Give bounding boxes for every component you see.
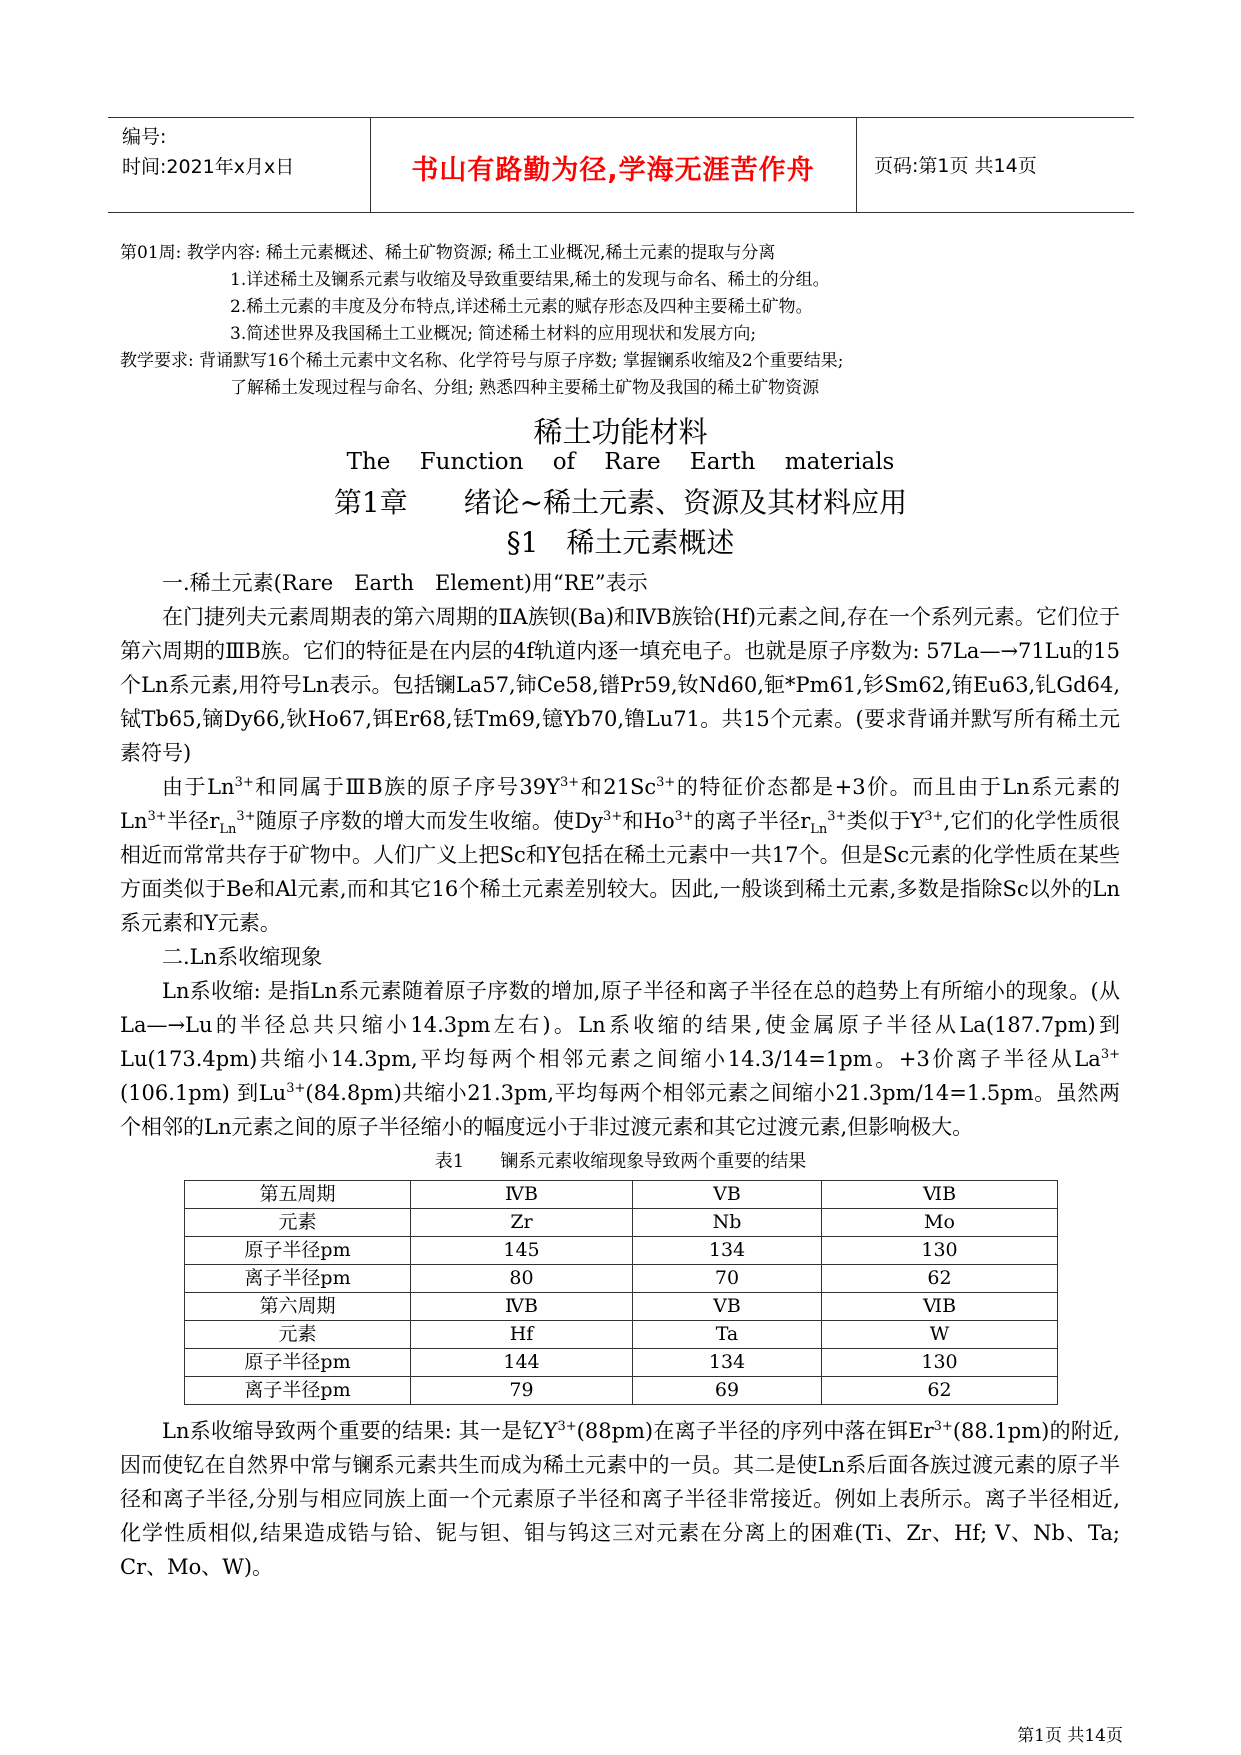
motto: 书山有路勤为径,学海无涯苦作舟 — [411, 155, 815, 186]
paragraph: Ln系收缩: 是指Ln系元素随着原子序数的增加,原子半径和离子半径在总的趋势上有所缩小的现象。(从La—→Lu的半径总共只缩小14.3pm左右)。Ln系收缩的结果,使金属原子半径从La(187.7pm)到Lu(173.4pm)共缩小14.3pm,平均每两个相邻元素之间缩小14.3/14=1pm。+3价离子半径从$La^{3+}(106.1pm)$ 到$Lu^{3+}(84.8pm)$共缩小21.3pm,平均每两个相邻元素之间缩小21.3pm/14=1.5pm。虽然两个相邻的Ln元素之间的原子半径缩小的幅度远小于非过渡元素和其它过渡元素,但影响极大。 — [120, 979, 1120, 1139]
teaching-item: 1.详述稀土及镧系元素与收缩及导致重要结果,稀土的发现与命名、稀土的分组。 — [230, 270, 830, 290]
table-cell: 144 — [411, 1349, 633, 1377]
table-cell: Mo — [822, 1209, 1058, 1237]
row-header-cell: 第五周期 — [185, 1181, 411, 1209]
section-heading: 二.Ln系收缩现象 — [162, 945, 323, 969]
time-label: 时间:2021年x月x日 — [122, 156, 295, 178]
table-cell: ⅣB — [411, 1293, 633, 1321]
row-header-cell: 原子半径pm — [185, 1237, 411, 1265]
teaching-requirement: 教学要求: 背诵默写16个稀土元素中文名称、化学符号与原子序数; 掌握镧系收缩及2个重要结果; — [120, 351, 844, 371]
section-heading: 一.稀土元素(Rare Earth Element)用“RE”表示 — [162, 571, 648, 595]
table-cell: W — [822, 1321, 1058, 1349]
teaching-content: 第01周: 教学内容: 稀土元素概述、稀土矿物资源; 稀土工业概况,稀土元素的提取与分离 — [120, 243, 776, 263]
header-left-cell — [122, 122, 294, 182]
paragraph: Ln系收缩导致两个重要的结果: 其一是钇$Y^{3+}(88pm)$在离子半径的序列中落在铒$Er^{3+}(88.1pm)$的附近,因而使钇在自然界中常与镧系元素共生而成为稀土元素中的一员。其二是使Ln系后面各族过渡元素的原子半径和离子半径,分别与相应同族上面一个元素原子半径和离子半径非常接近。例如上表所示。离子半径相近,化学性质相似,结果造成锆与铪、铌与钽、钼与钨这三对元素在分离上的困难(Ti、Zr、Hf; V、Nb、Ta; Cr、Mo、W)。 — [120, 1419, 1120, 1579]
row-header-cell: 元素 — [185, 1209, 411, 1237]
table-row — [185, 1321, 1058, 1349]
table-cell: 70 — [633, 1265, 822, 1293]
teaching-item: 2.稀土元素的丰度及分布特点,详述稀土元素的赋存形态及四种主要稀土矿物。 — [230, 297, 813, 317]
table-cell: 62 — [822, 1377, 1058, 1405]
table-cell: 134 — [633, 1237, 822, 1265]
row-header-cell: 离子半径pm — [185, 1377, 411, 1405]
table-cell: ⅥB — [822, 1181, 1058, 1209]
table-caption: 表1 镧系元素收缩现象导致两个重要的结果 — [434, 1151, 807, 1172]
document-header — [108, 117, 1134, 213]
document-title: 稀土功能材料 — [533, 415, 708, 449]
number-label: 编号: — [122, 126, 167, 148]
table-cell: Ta — [633, 1321, 822, 1349]
table-cell: 130 — [822, 1237, 1058, 1265]
body-text — [120, 1414, 1120, 1584]
table-row — [185, 1181, 1058, 1209]
table-cell: 79 — [411, 1377, 633, 1405]
table-row — [185, 1377, 1058, 1405]
table-cell: 80 — [411, 1265, 633, 1293]
contraction-table — [184, 1180, 1058, 1405]
table-cell: Hf — [411, 1321, 633, 1349]
table-cell: ⅥB — [822, 1293, 1058, 1321]
table-row — [185, 1265, 1058, 1293]
table-cell: ⅤB — [633, 1181, 822, 1209]
header-divider — [370, 118, 371, 212]
table-row — [185, 1209, 1058, 1237]
row-header-cell: 离子半径pm — [185, 1265, 411, 1293]
table-cell: 130 — [822, 1349, 1058, 1377]
header-divider — [856, 118, 857, 212]
paragraph: 由于$Ln^{3+}$和同属于ⅢB族的原子序号$39Y^{3+}$和$21Sc^{3+}$的特征价态都是+3价。而且由于Ln系元素的$Ln^{3+}$半径$r_{Ln}^{3+}$随原子序数的增大而发生收缩。使$Dy^{3+}$和$Ho^{3+}$的离子半径$r_{Ln}^{3+}$类似于$Y^{3+}$,它们的化学性质很相近而常常共存于矿物中。人们广义上把Sc和Y包括在稀土元素中一共17个。但是Sc元素的化学性质在某些方面类似于Be和Al元素,而和其它16个稀土元素差别较大。因此,一般谈到稀土元素,多数是指除Sc以外的Ln系元素和Y元素。 — [120, 775, 1120, 935]
row-header-cell: 元素 — [185, 1321, 411, 1349]
table-cell: ⅣB — [411, 1181, 633, 1209]
table-row — [185, 1349, 1058, 1377]
body-text — [120, 566, 1120, 1144]
table-cell: 134 — [633, 1349, 822, 1377]
table-cell: 145 — [411, 1237, 633, 1265]
table-row — [185, 1237, 1058, 1265]
table-cell: 62 — [822, 1265, 1058, 1293]
table-cell: ⅤB — [633, 1293, 822, 1321]
page-footer: 第1页 共14页 — [1017, 1726, 1123, 1746]
table-cell: Zr — [411, 1209, 633, 1237]
row-header-cell: 原子半径pm — [185, 1349, 411, 1377]
row-header-cell: 第六周期 — [185, 1293, 411, 1321]
paragraph: 在门捷列夫元素周期表的第六周期的ⅡA族钡(Ba)和ⅣB族铪(Hf)元素之间,存在一个系列元素。它们位于第六周期的ⅢB族。它们的特征是在内层的4f轨道内逐一填充电子。也就是原子序数为: 57La—→71Lu的15个Ln系元素,用符号Ln表示。包括镧La57,铈Ce58,镨Pr59,钕Nd60,钷*Pm61,钐Sm62,铕Eu63,钆Gd64,铽Tb65,镝Dy66,钬Ho67,铒Er68,铥Tm69,镱Yb70,镥Lu71。共15个元素。(要求背诵并默写所有稀土元素符号) — [120, 605, 1120, 765]
section-title: §1 稀土元素概述 — [506, 526, 735, 559]
table-cell: Nb — [633, 1209, 822, 1237]
table-cell: 69 — [633, 1377, 822, 1405]
teaching-block — [120, 240, 843, 402]
teaching-requirement-cont: 了解稀土发现过程与命名、分组; 熟悉四种主要稀土矿物及我国的稀土矿物资源 — [230, 378, 820, 398]
english-title: The Function of Rare Earth materials — [346, 449, 895, 475]
page-info: 页码:第1页 共14页 — [874, 155, 1037, 177]
teaching-item: 3.简述世界及我国稀土工业概况; 简述稀土材料的应用现状和发展方向; — [230, 324, 757, 344]
table-row — [185, 1293, 1058, 1321]
chapter-title: 第1章 绪论~稀土元素、资源及其材料应用 — [333, 486, 908, 519]
